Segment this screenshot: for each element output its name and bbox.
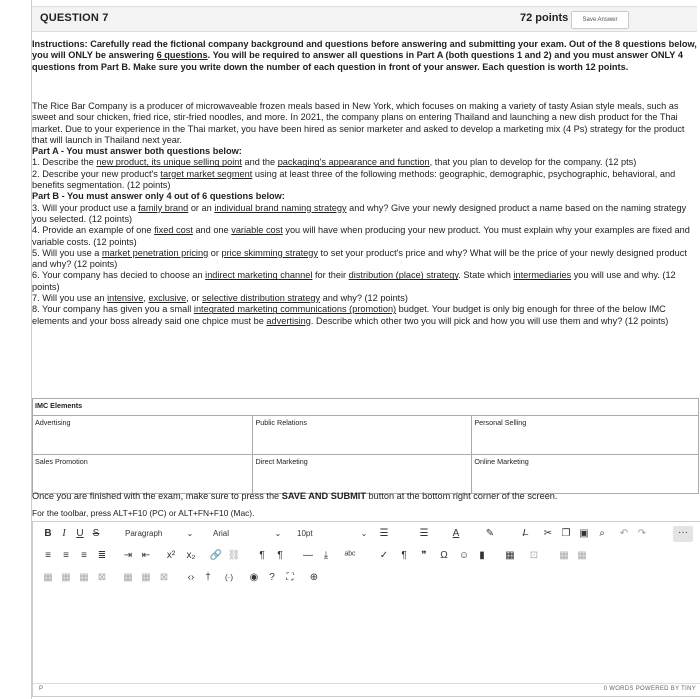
table-cell-icon[interactable]: ▦ [43,572,53,583]
search-icon[interactable]: ⌕ [599,528,605,539]
chevron-down-icon[interactable]: ⌄ [186,529,194,538]
imc-header: IMC Elements [33,399,699,416]
font-family-select[interactable]: Arial [213,529,230,538]
underline-icon[interactable]: U [76,528,84,539]
rtl-icon[interactable]: ¶ [277,550,283,561]
unlink-icon[interactable]: ⛓ [227,550,241,561]
copy-icon[interactable]: ❐ [561,528,571,539]
question-1: 1. Describe the new product, its unique selling point and the packaging's appearance and function, that you plan to develop for the company. (12 pts) [32,157,637,168]
toolbar-row-2 [33,545,700,567]
word-count: 0 WORDS POWERED BY TINY [603,686,696,692]
insert-col-icon[interactable]: ▦ [141,572,151,583]
save-answer-button[interactable]: Save Answer [571,11,629,29]
toolbar-row-1 [33,523,700,545]
delete-col-icon[interactable]: ⊠ [159,572,169,583]
table-split-icon[interactable]: ▦ [79,572,89,583]
part-a-heading: Part A - You must answer both questions below: [32,146,242,157]
element-path: P [39,686,44,692]
preview-icon[interactable]: ◉ [249,572,259,583]
omega-icon[interactable]: Ω [440,550,448,561]
code-icon[interactable]: ‹› [187,572,195,583]
company-background: The Rice Bar Company is a producer of microwaveable frozen meals based in New York, which focuses on making a variety of tasty Asian style meals, such as sweet and sour chicken, fried rice, stir-fried noodles, and more. In 2021, the company plans on entering Thailand and launching a new dish product for the Thai market. Due to your experience in the Thai market, you have been hired as senior marketer and asked to develop a marketing mix (4 Ps) strategy for the product that will launch in Thailand next year. [32,101,685,145]
align-center-icon[interactable]: ≡ [63,550,69,561]
emoji-icon[interactable]: ☺ [458,550,470,561]
outdent-icon[interactable]: ⇤ [141,550,151,561]
paragraph-format-select[interactable]: Paragraph [125,529,163,538]
font-size-select[interactable]: 10pt [297,529,313,538]
strikethrough-icon[interactable]: S [92,528,100,539]
fullscreen-icon[interactable]: ⛶ [286,572,294,583]
imc-elements-table [32,398,699,494]
align-justify-icon[interactable]: ≣ [97,550,107,561]
editor-status-bar [33,683,700,696]
html-source-icon[interactable]: (·) [225,573,233,582]
chevron-down-icon[interactable]: ⌄ [360,529,368,538]
table-col-icon[interactable]: ▦ [577,550,587,561]
bold-icon[interactable]: B [44,528,52,539]
superscript-icon[interactable]: x² [166,550,176,561]
indent-icon[interactable]: ⇥ [123,550,133,561]
paste-icon[interactable]: ▣ [579,528,589,539]
background-text [32,101,697,327]
part-b-heading: Part B - You must answer only 4 out of 6 questions below: [32,191,285,202]
imc-cell: Personal Selling [472,416,699,455]
question-4: 4. Provide an example of one fixed cost and one variable cost you will have when producing your new product. You must explain why your examples are fixed and variable costs. (12 points) [32,225,690,247]
question-6: 6. Your company has decied to choose an indirect marketing channel for their distribution (place) strategy. State which intermediaries you will use and why. (12 points) [32,270,676,292]
undo-icon[interactable]: ↶ [619,528,629,539]
imc-cell: Sales Promotion [33,455,253,494]
table-props-icon[interactable]: ⊡ [529,550,539,561]
question-title: QUESTION 7 [40,12,109,24]
help-icon[interactable]: ? [269,572,275,583]
add-content-icon[interactable]: ⊕ [309,572,319,583]
imc-cell: Advertising [33,416,253,455]
editor-content-area[interactable] [33,590,700,682]
question-header [32,6,697,32]
align-right-icon[interactable]: ≡ [81,550,87,561]
table-row-icon[interactable]: ▦ [559,550,569,561]
insert-file-icon[interactable]: ⤓ [323,550,329,561]
toolbar-hint: For the toolbar, press ALT+F10 (PC) or ALT+FN+F10 (Mac). [32,508,255,518]
question-3: 3. Will your product use a family brand or an individual brand naming strategy and why? Give your newly designed product a name based on the naming strategy you selected. (12 points) [32,202,687,224]
table-delete-icon[interactable]: ⊠ [97,572,107,583]
highlight-icon[interactable]: ✎ [485,528,495,539]
imc-cell: Online Marketing [472,455,699,494]
checkmark-icon[interactable]: ✓ [379,550,389,561]
instructions-text: Instructions: Carefully read the fictional company background and questions before answering and submitting your exam. Out of the 8 questions below, you will ONLY be answering 6 questions. You will be required to answer all questions in Part A (both questions 1 and 2) and you must answer ONLY 4 questions from Part B. Make sure you write down the number of each question in front of your answer. Each question is worth 12 points. [32,39,697,72]
align-left-icon[interactable]: ≡ [45,550,51,561]
pilcrow-icon[interactable]: ¶ [401,550,407,561]
quote-icon[interactable]: ❞ [421,550,427,561]
question-7: 7. Will you use an intensive, exclusive, or selective distribution strategy and why? (12 points) [32,293,408,304]
accessibility-icon[interactable]: † [205,572,211,583]
text-color-icon[interactable]: A [452,528,460,539]
more-icon[interactable]: ··· [673,526,693,542]
ltr-icon[interactable]: ¶ [259,550,265,561]
submit-reminder: Once you are finished with the exam, make sure to press the SAVE AND SUBMIT button at the bottom right corner of the screen. [32,491,558,501]
subscript-icon[interactable]: x₂ [186,550,196,561]
question-8: 8. Your company has given you a small integrated marketing communications (promotion) budget. Your budget is only big enough for three of the below IMC elements and your boss already said one chpice must be advertising. Describe which other two you will pick and how you will use them and why? (12 points) [32,304,669,326]
bookmark-icon[interactable]: ▮ [479,550,485,561]
table-merge-icon[interactable]: ▦ [61,572,71,583]
table-icon[interactable]: ▦ [505,550,515,561]
imc-cell: Public Relations [253,416,472,455]
link-icon[interactable]: 🔗 [209,550,223,561]
redo-icon[interactable]: ↷ [637,528,647,539]
clear-format-icon[interactable]: I̶ [522,528,526,539]
italic-icon[interactable]: I [62,528,66,539]
chevron-down-icon[interactable]: ⌄ [274,529,282,538]
rich-text-editor [32,521,700,697]
insert-row-icon[interactable]: ▦ [123,572,133,583]
bullet-list-icon[interactable]: ☰ [379,528,389,539]
question-5: 5. Will you use a market penetration pricing or price skimming strategy to set your product's price and why? What will be the price of your newly designed product and why? (12 points) [32,247,687,270]
question-frame [31,0,700,699]
toolbar-row-3 [33,567,700,589]
question-2: 2. Describe your new product's target market segment using at least three of the following methods: geographic, demographic, psychographic, behavioral, and benefits segmentation. (12 points) [32,168,676,191]
imc-cell: Direct Marketing [253,455,472,494]
cut-icon[interactable]: ✂ [543,528,553,539]
spellcheck-icon[interactable]: ᵃᵇᶜ [344,550,356,561]
numbered-list-icon[interactable]: ☰ [419,528,429,539]
question-points: 72 points [520,12,569,24]
horizontal-rule-icon[interactable]: — [303,550,313,561]
